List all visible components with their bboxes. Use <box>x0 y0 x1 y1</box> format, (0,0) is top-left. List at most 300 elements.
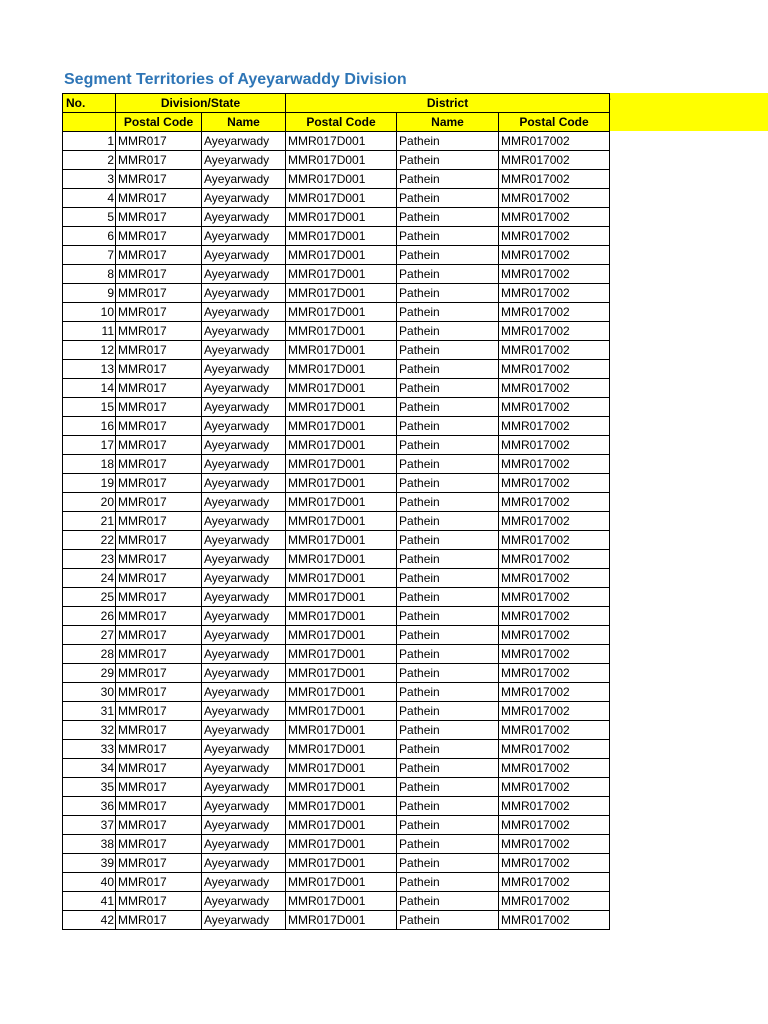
cell-division-name[interactable]: Ayeyarwady <box>202 797 286 816</box>
cell-township-postal-code[interactable]: MMR017002 <box>499 626 610 645</box>
cell-district-name[interactable]: Pathein <box>397 322 499 341</box>
cell-division-name[interactable]: Ayeyarwady <box>202 246 286 265</box>
table-row <box>63 474 610 493</box>
cell-division-name[interactable]: Ayeyarwady <box>202 531 286 550</box>
cell-district-postal-code[interactable]: MMR017D001 <box>286 816 397 835</box>
cell-division-postal-code[interactable]: MMR017 <box>116 664 202 683</box>
cell-division-postal-code[interactable]: MMR017 <box>116 531 202 550</box>
cell-district-name[interactable]: Pathein <box>397 512 499 531</box>
cell-division-name[interactable]: Ayeyarwady <box>202 322 286 341</box>
cell-district-postal-code[interactable]: MMR017D001 <box>286 797 397 816</box>
cell-division-name[interactable]: Ayeyarwady <box>202 493 286 512</box>
cell-division-postal-code[interactable]: MMR017 <box>116 360 202 379</box>
cell-township-postal-code[interactable]: MMR017002 <box>499 151 610 170</box>
table-row <box>63 208 610 227</box>
cell-district-name[interactable]: Pathein <box>397 778 499 797</box>
cell-division-name[interactable]: Ayeyarwady <box>202 265 286 284</box>
cell-no[interactable]: 12 <box>63 341 116 360</box>
cell-no[interactable]: 30 <box>63 683 116 702</box>
cell-township-postal-code[interactable]: MMR017002 <box>499 227 610 246</box>
table-row <box>63 607 610 626</box>
cell-district-name[interactable]: Pathein <box>397 569 499 588</box>
cell-township-postal-code[interactable]: MMR017002 <box>499 835 610 854</box>
cell-district-postal-code[interactable]: MMR017D001 <box>286 455 397 474</box>
cell-district-name[interactable]: Pathein <box>397 379 499 398</box>
sheet-title: Segment Territories of Ayeyarwaddy Division <box>64 71 407 88</box>
cell-township-postal-code[interactable]: MMR017002 <box>499 569 610 588</box>
cell-district-postal-code[interactable]: MMR017D001 <box>286 512 397 531</box>
cell-division-name[interactable]: Ayeyarwady <box>202 683 286 702</box>
table-row <box>63 569 610 588</box>
cell-township-postal-code[interactable]: MMR017002 <box>499 759 610 778</box>
cell-township-postal-code[interactable]: MMR017002 <box>499 816 610 835</box>
cell-district-postal-code[interactable]: MMR017D001 <box>286 284 397 303</box>
cell-no[interactable]: 9 <box>63 284 116 303</box>
cell-township-postal-code[interactable]: MMR017002 <box>499 607 610 626</box>
cell-division-name[interactable]: Ayeyarwady <box>202 284 286 303</box>
cell-district-name[interactable]: Pathein <box>397 360 499 379</box>
cell-no[interactable]: 8 <box>63 265 116 284</box>
cell-district-postal-code[interactable]: MMR017D001 <box>286 569 397 588</box>
cell-township-postal-code[interactable]: MMR017002 <box>499 398 610 417</box>
table-row <box>63 455 610 474</box>
table-row <box>63 322 610 341</box>
cell-township-postal-code[interactable]: MMR017002 <box>499 683 610 702</box>
table-row <box>63 265 610 284</box>
cell-no[interactable]: 18 <box>63 455 116 474</box>
cell-township-postal-code[interactable]: MMR017002 <box>499 132 610 151</box>
cell-division-postal-code[interactable]: MMR017 <box>116 835 202 854</box>
cell-district-name[interactable]: Pathein <box>397 265 499 284</box>
cell-district-postal-code[interactable]: MMR017D001 <box>286 341 397 360</box>
cell-district-name[interactable]: Pathein <box>397 227 499 246</box>
cell-district-name[interactable]: Pathein <box>397 645 499 664</box>
cell-no[interactable]: 4 <box>63 189 116 208</box>
cell-division-name[interactable]: Ayeyarwady <box>202 208 286 227</box>
cell-no[interactable]: 21 <box>63 512 116 531</box>
cell-district-postal-code[interactable]: MMR017D001 <box>286 588 397 607</box>
cell-district-postal-code[interactable]: MMR017D001 <box>286 208 397 227</box>
cell-district-name[interactable]: Pathein <box>397 474 499 493</box>
cell-township-postal-code[interactable]: MMR017002 <box>499 474 610 493</box>
cell-township-postal-code[interactable]: MMR017002 <box>499 645 610 664</box>
cell-district-postal-code[interactable]: MMR017D001 <box>286 607 397 626</box>
cell-division-postal-code[interactable]: MMR017 <box>116 569 202 588</box>
cell-division-postal-code[interactable]: MMR017 <box>116 873 202 892</box>
cell-district-name[interactable]: Pathein <box>397 132 499 151</box>
table-row <box>63 835 610 854</box>
table-row <box>63 132 610 151</box>
cell-no[interactable]: 7 <box>63 246 116 265</box>
cell-division-postal-code[interactable]: MMR017 <box>116 645 202 664</box>
cell-district-name[interactable]: Pathein <box>397 702 499 721</box>
cell-division-postal-code[interactable]: MMR017 <box>116 588 202 607</box>
cell-division-postal-code[interactable]: MMR017 <box>116 474 202 493</box>
cell-no[interactable]: 34 <box>63 759 116 778</box>
cell-no[interactable]: 35 <box>63 778 116 797</box>
cell-district-name[interactable]: Pathein <box>397 398 499 417</box>
header-division-postal-code[interactable]: Postal Code <box>116 113 202 132</box>
cell-no[interactable]: 38 <box>63 835 116 854</box>
cell-district-postal-code[interactable]: MMR017D001 <box>286 322 397 341</box>
cell-district-postal-code[interactable]: MMR017D001 <box>286 892 397 911</box>
table-row <box>63 531 610 550</box>
cell-division-postal-code[interactable]: MMR017 <box>116 341 202 360</box>
cell-division-name[interactable]: Ayeyarwady <box>202 607 286 626</box>
table-row <box>63 227 610 246</box>
cell-township-postal-code[interactable]: MMR017002 <box>499 740 610 759</box>
cell-no[interactable]: 22 <box>63 531 116 550</box>
cell-district-name[interactable]: Pathein <box>397 417 499 436</box>
cell-township-postal-code[interactable]: MMR017002 <box>499 265 610 284</box>
cell-division-name[interactable]: Ayeyarwady <box>202 303 286 322</box>
cell-township-postal-code[interactable]: MMR017002 <box>499 284 610 303</box>
cell-no[interactable]: 1 <box>63 132 116 151</box>
cell-district-postal-code[interactable]: MMR017D001 <box>286 778 397 797</box>
cell-township-postal-code[interactable]: MMR017002 <box>499 341 610 360</box>
cell-division-postal-code[interactable]: MMR017 <box>116 132 202 151</box>
cell-division-name[interactable]: Ayeyarwady <box>202 645 286 664</box>
cell-division-name[interactable]: Ayeyarwady <box>202 132 286 151</box>
cell-no[interactable]: 13 <box>63 360 116 379</box>
cell-division-postal-code[interactable]: MMR017 <box>116 854 202 873</box>
table-row <box>63 816 610 835</box>
cell-no[interactable]: 26 <box>63 607 116 626</box>
table-row <box>63 778 610 797</box>
table-row <box>63 759 610 778</box>
cell-district-name[interactable]: Pathein <box>397 607 499 626</box>
cell-district-postal-code[interactable]: MMR017D001 <box>286 246 397 265</box>
cell-township-postal-code[interactable]: MMR017002 <box>499 778 610 797</box>
cell-no[interactable]: 2 <box>63 151 116 170</box>
cell-district-postal-code[interactable]: MMR017D001 <box>286 645 397 664</box>
cell-district-postal-code[interactable]: MMR017D001 <box>286 911 397 930</box>
cell-township-postal-code[interactable]: MMR017002 <box>499 721 610 740</box>
cell-district-postal-code[interactable]: MMR017D001 <box>286 436 397 455</box>
cell-division-postal-code[interactable]: MMR017 <box>116 607 202 626</box>
table-row <box>63 911 610 930</box>
cell-township-postal-code[interactable]: MMR017002 <box>499 322 610 341</box>
cell-township-postal-code[interactable]: MMR017002 <box>499 303 610 322</box>
table-row <box>63 360 610 379</box>
cell-township-postal-code[interactable]: MMR017002 <box>499 588 610 607</box>
table-row <box>63 683 610 702</box>
cell-division-postal-code[interactable]: MMR017 <box>116 911 202 930</box>
cell-division-name[interactable]: Ayeyarwady <box>202 550 286 569</box>
cell-district-name[interactable]: Pathein <box>397 151 499 170</box>
header-fill-overflow <box>608 93 768 131</box>
cell-township-postal-code[interactable]: MMR017002 <box>499 208 610 227</box>
header-division-name[interactable]: Name <box>202 113 286 132</box>
cell-district-name[interactable]: Pathein <box>397 664 499 683</box>
cell-district-postal-code[interactable]: MMR017D001 <box>286 170 397 189</box>
cell-division-postal-code[interactable]: MMR017 <box>116 265 202 284</box>
cell-division-name[interactable]: Ayeyarwady <box>202 892 286 911</box>
cell-no[interactable]: 5 <box>63 208 116 227</box>
header-township-postal-code[interactable]: Postal Code <box>499 113 610 132</box>
cell-district-postal-code[interactable]: MMR017D001 <box>286 303 397 322</box>
cell-no[interactable]: 41 <box>63 892 116 911</box>
cell-division-name[interactable]: Ayeyarwady <box>202 512 286 531</box>
cell-township-postal-code[interactable]: MMR017002 <box>499 379 610 398</box>
cell-township-postal-code[interactable]: MMR017002 <box>499 455 610 474</box>
cell-township-postal-code[interactable]: MMR017002 <box>499 246 610 265</box>
cell-district-name[interactable]: Pathein <box>397 341 499 360</box>
table-row <box>63 854 610 873</box>
header-division-state[interactable]: Division/State <box>116 94 286 113</box>
cell-division-postal-code[interactable]: MMR017 <box>116 208 202 227</box>
cell-division-postal-code[interactable]: MMR017 <box>116 322 202 341</box>
cell-district-postal-code[interactable]: MMR017D001 <box>286 531 397 550</box>
cell-district-name[interactable]: Pathein <box>397 531 499 550</box>
cell-no[interactable]: 39 <box>63 854 116 873</box>
cell-district-postal-code[interactable]: MMR017D001 <box>286 873 397 892</box>
header-district-postal-code[interactable]: Postal Code <box>286 113 397 132</box>
cell-no[interactable]: 20 <box>63 493 116 512</box>
cell-district-name[interactable]: Pathein <box>397 854 499 873</box>
cell-division-postal-code[interactable]: MMR017 <box>116 702 202 721</box>
cell-district-name[interactable]: Pathein <box>397 740 499 759</box>
cell-division-postal-code[interactable]: MMR017 <box>116 778 202 797</box>
cell-township-postal-code[interactable]: MMR017002 <box>499 797 610 816</box>
cell-division-name[interactable]: Ayeyarwady <box>202 398 286 417</box>
cell-district-name[interactable]: Pathein <box>397 170 499 189</box>
cell-division-postal-code[interactable]: MMR017 <box>116 816 202 835</box>
cell-district-postal-code[interactable]: MMR017D001 <box>286 759 397 778</box>
cell-division-postal-code[interactable]: MMR017 <box>116 721 202 740</box>
cell-division-name[interactable]: Ayeyarwady <box>202 436 286 455</box>
cell-division-name[interactable]: Ayeyarwady <box>202 588 286 607</box>
cell-district-postal-code[interactable]: MMR017D001 <box>286 417 397 436</box>
cell-township-postal-code[interactable]: MMR017002 <box>499 512 610 531</box>
cell-district-name[interactable]: Pathein <box>397 797 499 816</box>
cell-district-name[interactable]: Pathein <box>397 455 499 474</box>
cell-district-postal-code[interactable]: MMR017D001 <box>286 398 397 417</box>
cell-district-postal-code[interactable]: MMR017D001 <box>286 360 397 379</box>
cell-district-name[interactable]: Pathein <box>397 626 499 645</box>
cell-district-name[interactable]: Pathein <box>397 303 499 322</box>
table-row <box>63 892 610 911</box>
cell-district-postal-code[interactable]: MMR017D001 <box>286 740 397 759</box>
cell-division-name[interactable]: Ayeyarwady <box>202 740 286 759</box>
table-row <box>63 550 610 569</box>
cell-division-postal-code[interactable]: MMR017 <box>116 246 202 265</box>
cell-district-name[interactable]: Pathein <box>397 892 499 911</box>
cell-no[interactable]: 3 <box>63 170 116 189</box>
cell-division-postal-code[interactable]: MMR017 <box>116 455 202 474</box>
header-no[interactable]: No. <box>63 94 116 113</box>
cell-division-name[interactable]: Ayeyarwady <box>202 189 286 208</box>
cell-division-postal-code[interactable]: MMR017 <box>116 436 202 455</box>
table-row <box>63 588 610 607</box>
cell-district-name[interactable]: Pathein <box>397 911 499 930</box>
cell-no[interactable]: 25 <box>63 588 116 607</box>
cell-division-name[interactable]: Ayeyarwady <box>202 721 286 740</box>
table-row <box>63 797 610 816</box>
cell-district-postal-code[interactable]: MMR017D001 <box>286 265 397 284</box>
cell-no[interactable]: 33 <box>63 740 116 759</box>
cell-division-name[interactable]: Ayeyarwady <box>202 569 286 588</box>
cell-division-postal-code[interactable]: MMR017 <box>116 493 202 512</box>
cell-division-postal-code[interactable]: MMR017 <box>116 417 202 436</box>
cell-township-postal-code[interactable]: MMR017002 <box>499 702 610 721</box>
cell-district-name[interactable]: Pathein <box>397 721 499 740</box>
cell-district-postal-code[interactable]: MMR017D001 <box>286 151 397 170</box>
table-row <box>63 702 610 721</box>
cell-no[interactable]: 40 <box>63 873 116 892</box>
cell-division-postal-code[interactable]: MMR017 <box>116 797 202 816</box>
table-row <box>63 398 610 417</box>
cell-division-name[interactable]: Ayeyarwady <box>202 816 286 835</box>
cell-no[interactable]: 14 <box>63 379 116 398</box>
cell-division-postal-code[interactable]: MMR017 <box>116 398 202 417</box>
cell-no[interactable]: 23 <box>63 550 116 569</box>
cell-no[interactable]: 29 <box>63 664 116 683</box>
table-row <box>63 170 610 189</box>
cell-division-name[interactable]: Ayeyarwady <box>202 873 286 892</box>
cell-division-name[interactable]: Ayeyarwady <box>202 854 286 873</box>
cell-no[interactable]: 6 <box>63 227 116 246</box>
cell-district-postal-code[interactable]: MMR017D001 <box>286 550 397 569</box>
cell-division-postal-code[interactable]: MMR017 <box>116 626 202 645</box>
cell-district-postal-code[interactable]: MMR017D001 <box>286 664 397 683</box>
cell-no[interactable]: 42 <box>63 911 116 930</box>
table-row <box>63 284 610 303</box>
cell-division-name[interactable]: Ayeyarwady <box>202 702 286 721</box>
cell-division-postal-code[interactable]: MMR017 <box>116 759 202 778</box>
cell-division-name[interactable]: Ayeyarwady <box>202 911 286 930</box>
cell-division-name[interactable]: Ayeyarwady <box>202 417 286 436</box>
cell-township-postal-code[interactable]: MMR017002 <box>499 360 610 379</box>
cell-district-name[interactable]: Pathein <box>397 436 499 455</box>
cell-township-postal-code[interactable]: MMR017002 <box>499 170 610 189</box>
cell-district-postal-code[interactable]: MMR017D001 <box>286 227 397 246</box>
cell-district-postal-code[interactable]: MMR017D001 <box>286 683 397 702</box>
table-row <box>63 664 610 683</box>
cell-district-postal-code[interactable]: MMR017D001 <box>286 132 397 151</box>
table-row <box>63 246 610 265</box>
cell-district-name[interactable]: Pathein <box>397 873 499 892</box>
cell-district-name[interactable]: Pathein <box>397 284 499 303</box>
cell-division-name[interactable]: Ayeyarwady <box>202 170 286 189</box>
cell-division-postal-code[interactable]: MMR017 <box>116 740 202 759</box>
cell-division-name[interactable]: Ayeyarwady <box>202 227 286 246</box>
cell-no[interactable]: 11 <box>63 322 116 341</box>
cell-division-name[interactable]: Ayeyarwady <box>202 341 286 360</box>
cell-division-postal-code[interactable]: MMR017 <box>116 189 202 208</box>
cell-division-name[interactable]: Ayeyarwady <box>202 455 286 474</box>
cell-district-postal-code[interactable]: MMR017D001 <box>286 854 397 873</box>
cell-division-postal-code[interactable]: MMR017 <box>116 227 202 246</box>
cell-district-name[interactable]: Pathein <box>397 588 499 607</box>
cell-division-postal-code[interactable]: MMR017 <box>116 284 202 303</box>
cell-division-postal-code[interactable]: MMR017 <box>116 892 202 911</box>
cell-district-name[interactable]: Pathein <box>397 550 499 569</box>
cell-division-name[interactable]: Ayeyarwady <box>202 474 286 493</box>
cell-division-postal-code[interactable]: MMR017 <box>116 170 202 189</box>
table-row <box>63 379 610 398</box>
cell-district-postal-code[interactable]: MMR017D001 <box>286 493 397 512</box>
cell-township-postal-code[interactable]: MMR017002 <box>499 531 610 550</box>
cell-township-postal-code[interactable]: MMR017002 <box>499 854 610 873</box>
cell-no[interactable]: 37 <box>63 816 116 835</box>
header-district[interactable]: District <box>286 94 610 113</box>
cell-division-postal-code[interactable]: MMR017 <box>116 303 202 322</box>
cell-township-postal-code[interactable]: MMR017002 <box>499 892 610 911</box>
cell-township-postal-code[interactable]: MMR017002 <box>499 189 610 208</box>
header-blank-cell[interactable] <box>63 113 116 132</box>
table-row <box>63 417 610 436</box>
table-row <box>63 341 610 360</box>
cell-district-postal-code[interactable]: MMR017D001 <box>286 721 397 740</box>
cell-division-postal-code[interactable]: MMR017 <box>116 512 202 531</box>
table-row <box>63 512 610 531</box>
cell-district-name[interactable]: Pathein <box>397 208 499 227</box>
cell-no[interactable]: 17 <box>63 436 116 455</box>
cell-division-name[interactable]: Ayeyarwady <box>202 835 286 854</box>
cell-township-postal-code[interactable]: MMR017002 <box>499 664 610 683</box>
cell-district-name[interactable]: Pathein <box>397 835 499 854</box>
cell-district-name[interactable]: Pathein <box>397 246 499 265</box>
table-row <box>63 873 610 892</box>
cell-township-postal-code[interactable]: MMR017002 <box>499 911 610 930</box>
cell-division-name[interactable]: Ayeyarwady <box>202 151 286 170</box>
cell-division-name[interactable]: Ayeyarwady <box>202 759 286 778</box>
cell-district-postal-code[interactable]: MMR017D001 <box>286 379 397 398</box>
cell-township-postal-code[interactable]: MMR017002 <box>499 417 610 436</box>
cell-township-postal-code[interactable]: MMR017002 <box>499 493 610 512</box>
cell-division-name[interactable]: Ayeyarwady <box>202 664 286 683</box>
table-row <box>63 493 610 512</box>
cell-no[interactable]: 16 <box>63 417 116 436</box>
cell-district-name[interactable]: Pathein <box>397 759 499 778</box>
table-row <box>63 721 610 740</box>
cell-no[interactable]: 32 <box>63 721 116 740</box>
cell-division-name[interactable]: Ayeyarwady <box>202 379 286 398</box>
header-row-columns <box>63 113 610 132</box>
cell-no[interactable]: 28 <box>63 645 116 664</box>
cell-district-name[interactable]: Pathein <box>397 189 499 208</box>
cell-district-postal-code[interactable]: MMR017D001 <box>286 702 397 721</box>
table-row <box>63 151 610 170</box>
cell-no[interactable]: 31 <box>63 702 116 721</box>
cell-division-postal-code[interactable]: MMR017 <box>116 379 202 398</box>
cell-no[interactable]: 27 <box>63 626 116 645</box>
header-district-name[interactable]: Name <box>397 113 499 132</box>
cell-division-name[interactable]: Ayeyarwady <box>202 778 286 797</box>
cell-no[interactable]: 19 <box>63 474 116 493</box>
cell-district-name[interactable]: Pathein <box>397 493 499 512</box>
cell-district-name[interactable]: Pathein <box>397 683 499 702</box>
cell-no[interactable]: 10 <box>63 303 116 322</box>
cell-no[interactable]: 36 <box>63 797 116 816</box>
cell-division-name[interactable]: Ayeyarwady <box>202 626 286 645</box>
cell-no[interactable]: 15 <box>63 398 116 417</box>
cell-district-postal-code[interactable]: MMR017D001 <box>286 835 397 854</box>
cell-district-postal-code[interactable]: MMR017D001 <box>286 474 397 493</box>
cell-district-postal-code[interactable]: MMR017D001 <box>286 626 397 645</box>
cell-no[interactable]: 24 <box>63 569 116 588</box>
cell-township-postal-code[interactable]: MMR017002 <box>499 550 610 569</box>
cell-township-postal-code[interactable]: MMR017002 <box>499 436 610 455</box>
cell-division-name[interactable]: Ayeyarwady <box>202 360 286 379</box>
cell-township-postal-code[interactable]: MMR017002 <box>499 873 610 892</box>
cell-division-postal-code[interactable]: MMR017 <box>116 550 202 569</box>
cell-district-postal-code[interactable]: MMR017D001 <box>286 189 397 208</box>
cell-district-name[interactable]: Pathein <box>397 816 499 835</box>
cell-division-postal-code[interactable]: MMR017 <box>116 683 202 702</box>
cell-division-postal-code[interactable]: MMR017 <box>116 151 202 170</box>
